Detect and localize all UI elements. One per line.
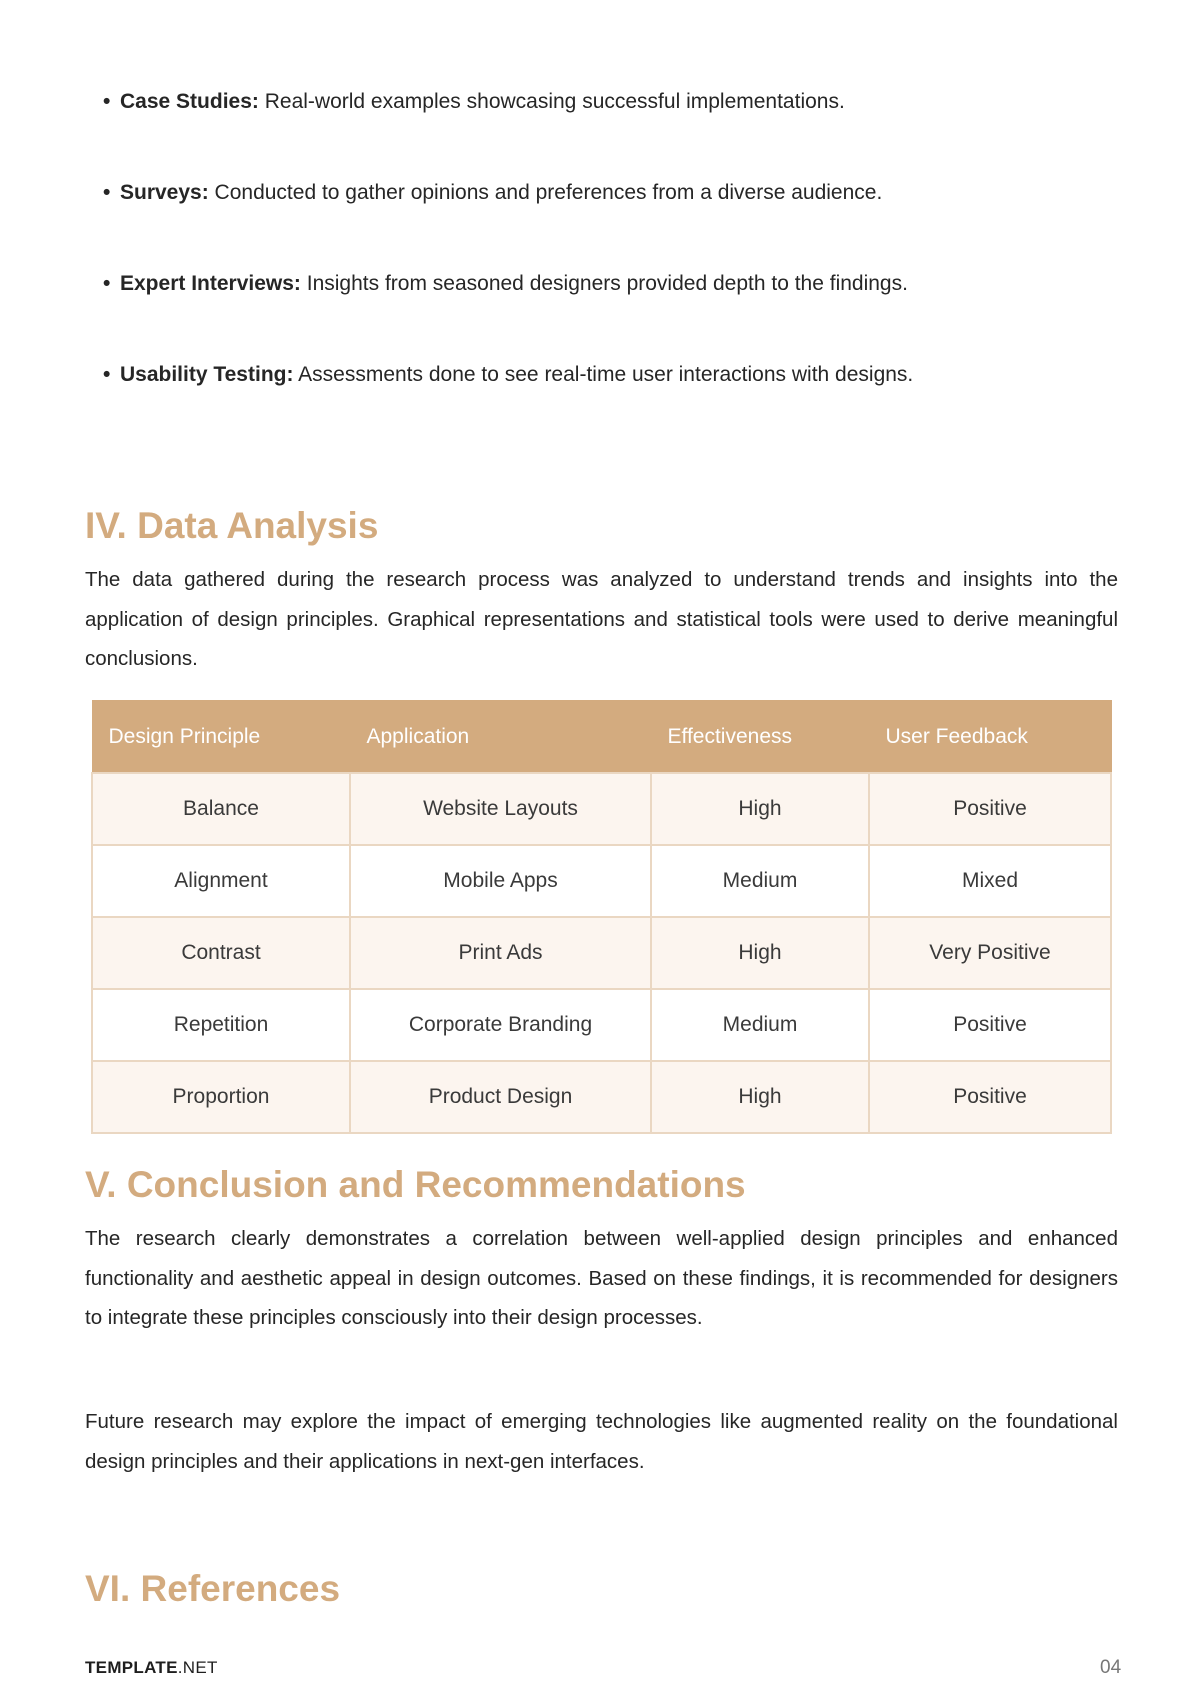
- conclusion-paragraph-1: The research clearly demonstrates a correlation between well-applied design principles and enhanced functionality and aesthetic appeal in design outcomes. Based on these findings, it is recommended for designers to integrate these principles consciously into their design processes.: [85, 1227, 1118, 1329]
- table-cell: Positive: [869, 773, 1111, 845]
- data-analysis-paragraph: The data gathered during the research process was analyzed to understand trends and insights into the application of design principles. Graphical representations and statistical tools were used to derive meaningful conclusions.: [85, 568, 1118, 670]
- brand-logo: [85, 1658, 218, 1678]
- table-cell: Very Positive: [869, 917, 1111, 989]
- table-row: [92, 845, 1111, 917]
- column-header: Application: [350, 701, 651, 774]
- references-heading: VI. References: [85, 1568, 341, 1609]
- brand-suffix: .NET: [177, 1658, 218, 1677]
- table-cell: Balance: [92, 773, 350, 845]
- table-cell: Repetition: [92, 989, 350, 1061]
- table-cell: Medium: [651, 845, 869, 917]
- column-header: Effectiveness: [651, 701, 869, 774]
- table-cell: Website Layouts: [350, 773, 651, 845]
- table-cell: Product Design: [350, 1061, 651, 1133]
- method-description: Conducted to gather opinions and preferences from a diverse audience.: [208, 181, 883, 204]
- bullet-icon: •: [103, 181, 111, 204]
- table-cell: Proportion: [92, 1061, 350, 1133]
- table-cell: High: [651, 1061, 869, 1133]
- method-description: Assessments done to see real-time user interactions with designs.: [293, 363, 914, 386]
- design-principles-table: [91, 700, 1112, 1134]
- data-analysis-heading: IV. Data Analysis: [85, 505, 379, 546]
- table-cell: High: [651, 773, 869, 845]
- list-item: [103, 270, 1103, 298]
- list-item: [103, 361, 1103, 389]
- list-item: [103, 88, 1103, 116]
- table-row: [92, 1061, 1111, 1133]
- methods-list: [103, 88, 1103, 452]
- table-row: [92, 773, 1111, 845]
- method-term: Expert Interviews:: [120, 272, 301, 295]
- table-cell: Print Ads: [350, 917, 651, 989]
- table-cell: Mixed: [869, 845, 1111, 917]
- method-term: Surveys:: [120, 181, 209, 204]
- table-header-row: [92, 701, 1111, 774]
- table-row: [92, 989, 1111, 1061]
- brand-name: TEMPLATE: [85, 1658, 178, 1677]
- bullet-icon: •: [103, 272, 111, 295]
- table-cell: Contrast: [92, 917, 350, 989]
- bullet-icon: •: [103, 90, 111, 113]
- bullet-icon: •: [103, 363, 111, 386]
- method-term: Case Studies:: [120, 90, 259, 113]
- table-cell: Medium: [651, 989, 869, 1061]
- column-header: Design Principle: [92, 701, 350, 774]
- table-cell: High: [651, 917, 869, 989]
- column-header: User Feedback: [869, 701, 1111, 774]
- method-description: Insights from seasoned designers provided depth to the findings.: [300, 272, 908, 295]
- table-cell: Corporate Branding: [350, 989, 651, 1061]
- method-term: Usability Testing:: [120, 363, 294, 386]
- list-item: [103, 179, 1103, 207]
- page-number: 04: [1100, 1657, 1122, 1678]
- table-cell: Mobile Apps: [350, 845, 651, 917]
- conclusion-paragraph-2: Future research may explore the impact of emerging technologies like augmented reality on the foundational design principles and their applications in next-gen interfaces.: [85, 1410, 1118, 1473]
- table-row: [92, 917, 1111, 989]
- conclusion-heading: V. Conclusion and Recommendations: [85, 1164, 746, 1205]
- method-description: Real-world examples showcasing successful implementations.: [258, 90, 845, 113]
- table-cell: Positive: [869, 1061, 1111, 1133]
- table-cell: Positive: [869, 989, 1111, 1061]
- table-cell: Alignment: [92, 845, 350, 917]
